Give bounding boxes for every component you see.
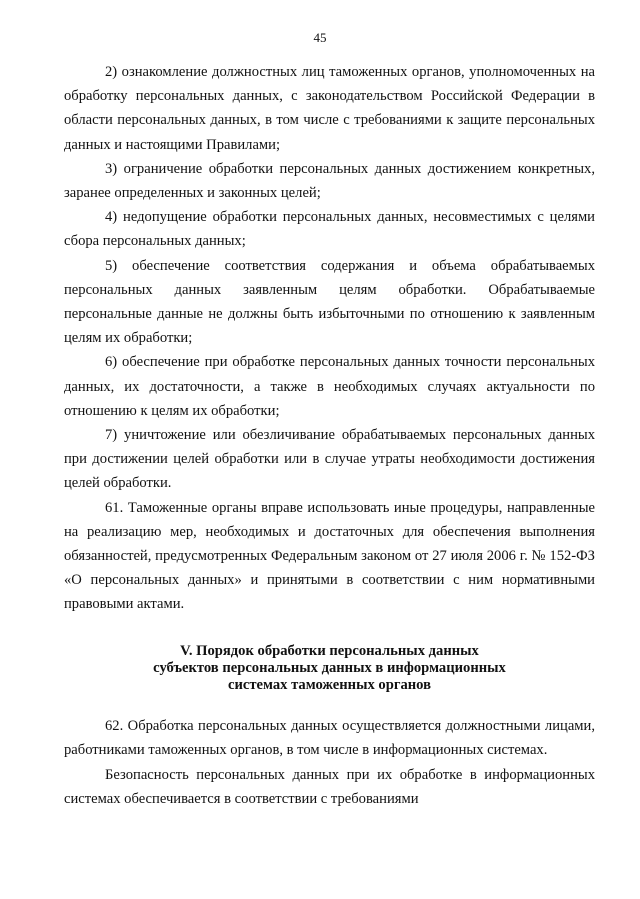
section-heading-line-2: субъектов персональных данных в информационных xyxy=(153,659,506,676)
clause-62: 62. Обработка персональных данных осуществляется должностными лицами, работниками таможенных органов, в том числе в информационных системах. xyxy=(64,718,595,759)
section-heading xyxy=(64,643,595,695)
section-heading-line-1: V. Порядок обработки персональных данных xyxy=(180,642,479,659)
list-item-2: 2) ознакомление должностных лиц таможенных органов, уполномоченных на обработку персональных данных, с законодательством Российской Федерации в области персональных данных, в том числе с требованиями к защите персональных данных и настоящими Правилами; xyxy=(64,64,595,153)
list-item-6: 6) обеспечение при обработке персональных данных точности персональных данных, их достаточности, а также в необходимых случаях актуальности по отношению к целям их обработки; xyxy=(64,354,595,419)
clause-61: 61. Таможенные органы вправе использовать иные процедуры, направленные на реализацию мер, необходимых и достаточных для обеспечения выполнения обязанностей, предусмотренных Федеральным законом от 27 июля 2006 г. № 152-ФЗ «О персональных данных» и принятыми в соответствии с ним нормативными правовыми актами. xyxy=(64,499,595,613)
page-number: 45 xyxy=(313,30,327,45)
list-item-7: 7) уничтожение или обезличивание обрабатываемых персональных данных при достижении целей обработки или в случае утраты необходимости достижения целей обработки. xyxy=(64,427,595,492)
list-item-5: 5) обеспечение соответствия содержания и объема обрабатываемых персональных данных заявленным целям обработки. Обрабатываемые персональные данные не должны быть избыточными по отношению к заявленным целям их обработки; xyxy=(64,257,595,347)
document-body xyxy=(64,60,595,811)
list-item-3: 3) ограничение обработки персональных данных достижением конкретных, заранее определенных и законных целей; xyxy=(64,160,595,202)
section-heading-line-3: системах таможенных органов xyxy=(227,677,431,694)
list-item-4: 4) недопущение обработки персональных данных, несовместимых с целями сбора персональных данных; xyxy=(64,209,595,250)
security-paragraph: Безопасность персональных данных при их обработке в информационных системах обеспечивается в соответствии с требованиями xyxy=(64,766,595,807)
